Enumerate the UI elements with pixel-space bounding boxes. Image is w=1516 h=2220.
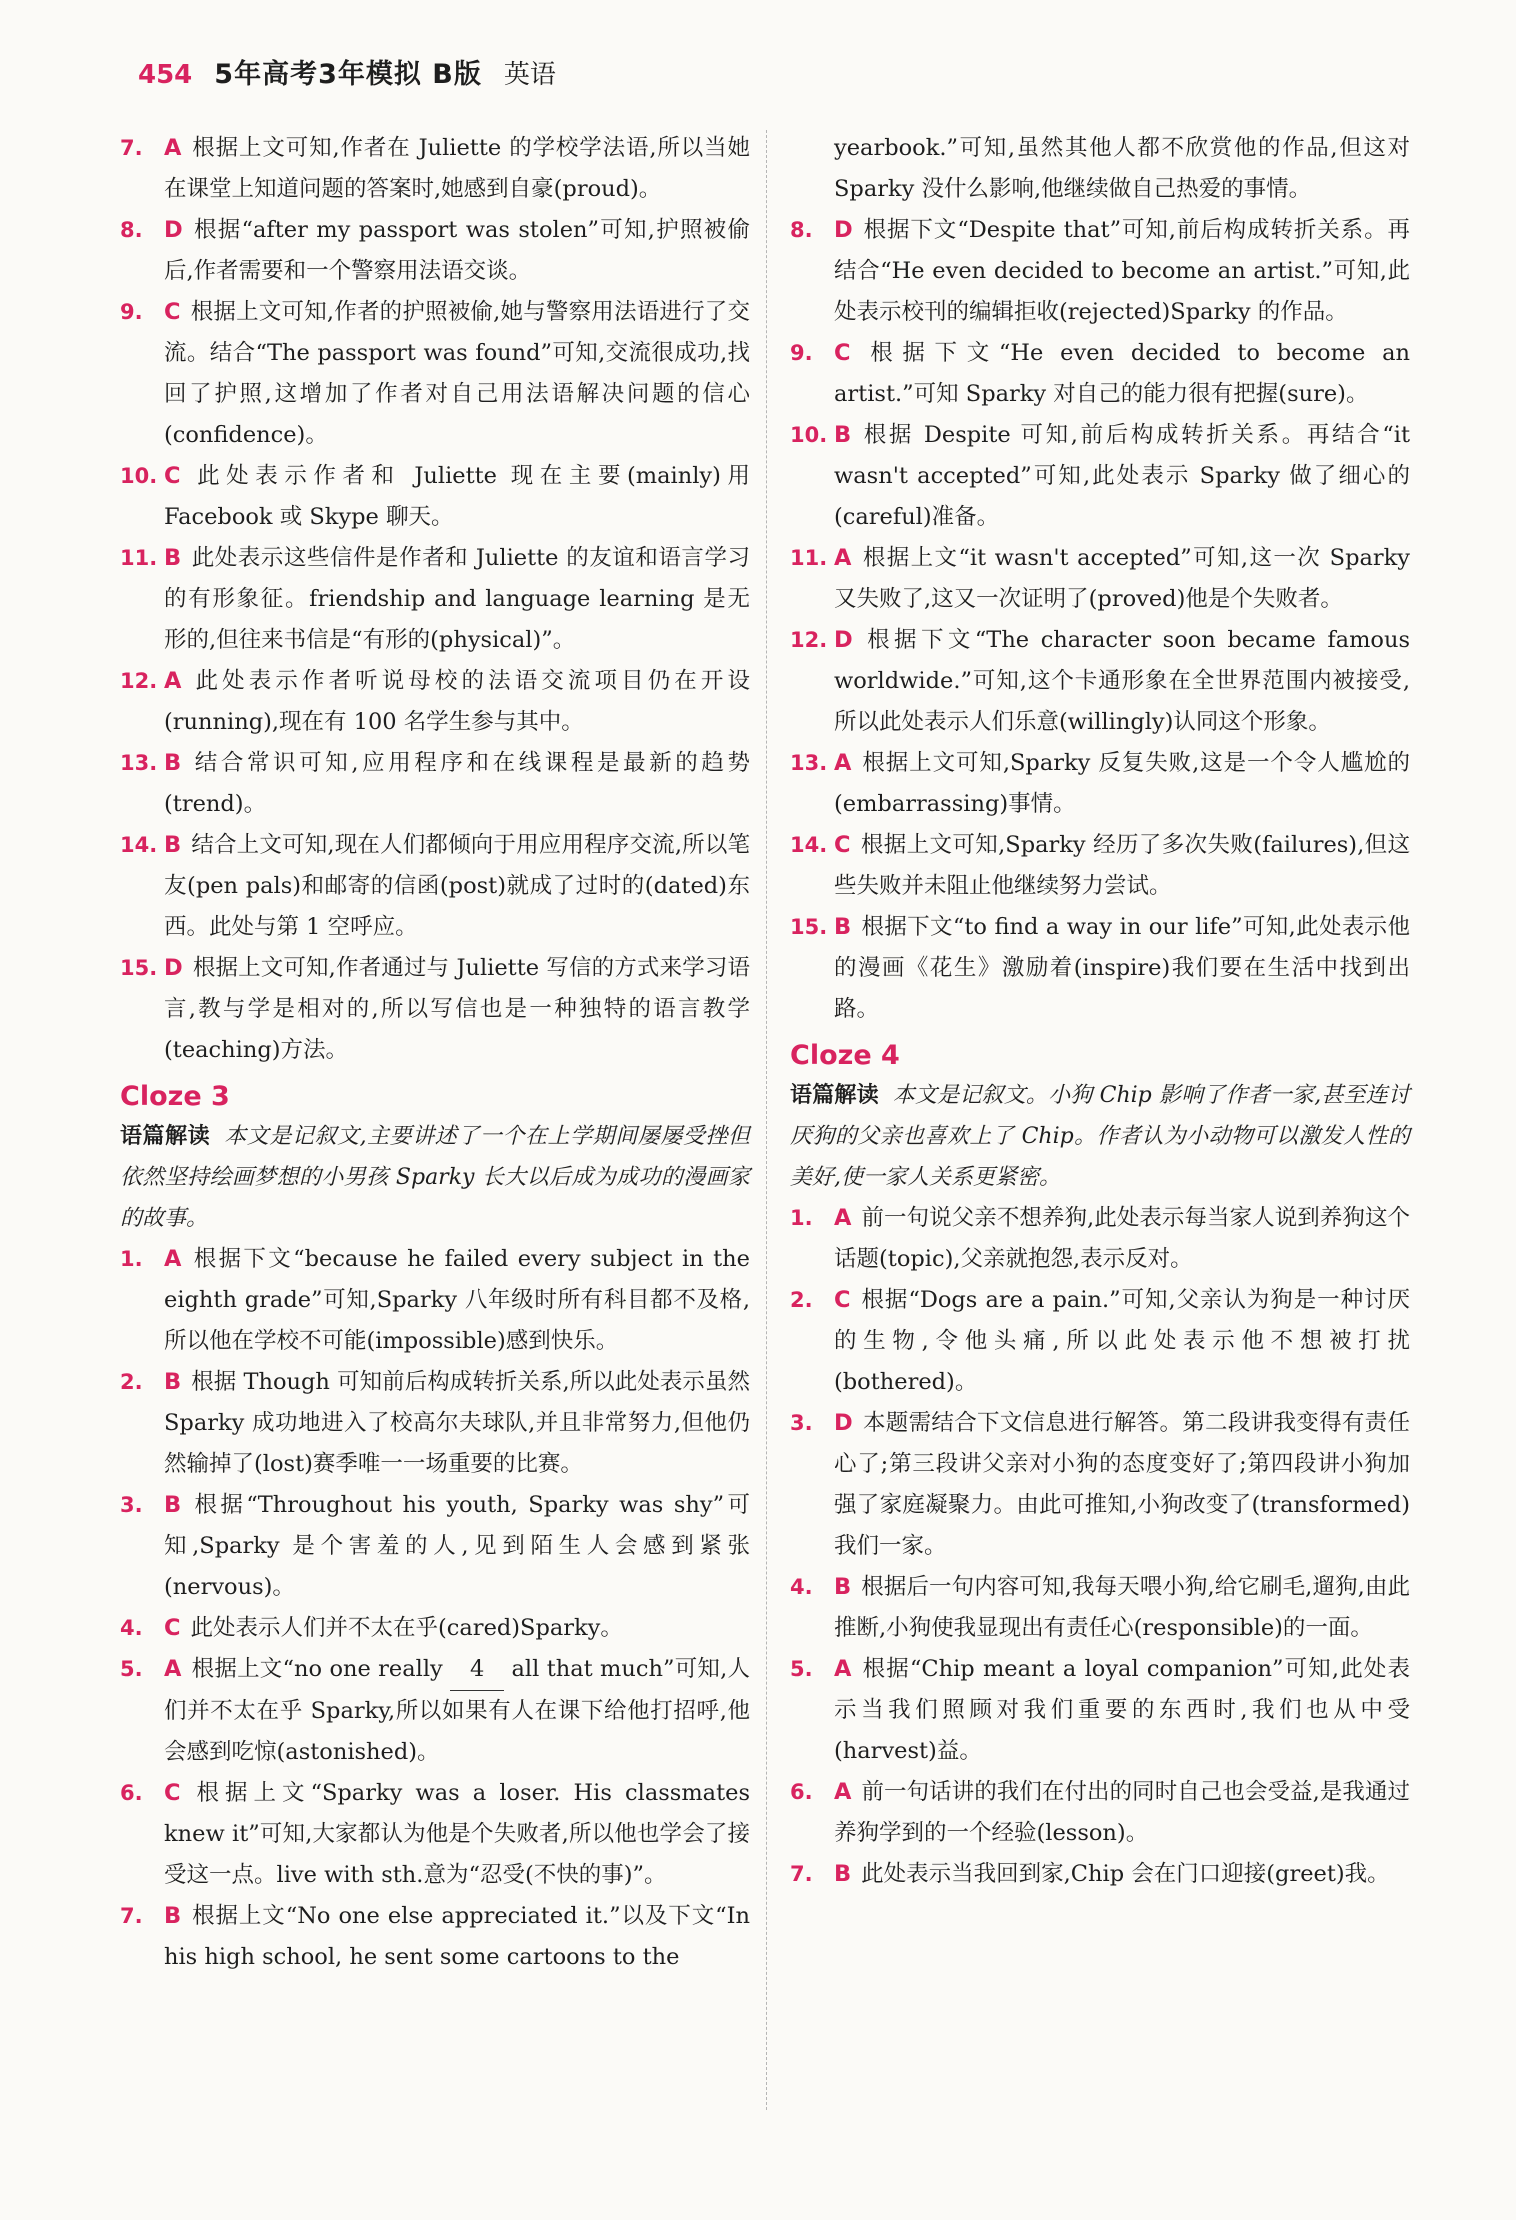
answer-letter: D xyxy=(834,217,853,243)
cloze4-intro xyxy=(790,1075,1410,1198)
question-number: 5. xyxy=(790,1657,813,1681)
question-number: 8. xyxy=(120,218,143,242)
answer-item xyxy=(120,1239,750,1362)
question-number: 10. xyxy=(790,423,828,447)
answer-letter: B xyxy=(834,1574,852,1600)
answer-item xyxy=(120,1773,750,1896)
answer-letter: B xyxy=(834,422,852,448)
column-divider xyxy=(766,130,767,2110)
answer-item xyxy=(120,825,750,948)
explanation-text: 根据“Dogs are a pain.”可知,父亲认为狗是一种讨厌的生物,令他头痛,所以此处表示他不想被打扰(bothered)。 xyxy=(834,1287,1410,1395)
explanation-text: 此处表示人们并不太在乎(cared)Sparky。 xyxy=(190,1615,623,1641)
answer-item xyxy=(790,210,1410,333)
answer-letter: C xyxy=(164,1780,181,1806)
answer-letter: A xyxy=(164,135,182,161)
explanation-text: 根据下文“He even decided to become an artist.”可知 Sparky 对自己的能力很有把握(sure)。 xyxy=(834,340,1410,407)
answer-item xyxy=(790,1198,1410,1280)
page-number: 454 xyxy=(138,60,193,90)
answer-letter: A xyxy=(834,1779,852,1805)
explanation-text: 根据“Chip meant a loyal companion”可知,此处表示当我们照顾对我们重要的东西时,我们也从中受(harvest)益。 xyxy=(834,1656,1410,1764)
answer-letter: C xyxy=(164,1615,181,1641)
question-number: 13. xyxy=(120,751,158,775)
answer-item xyxy=(790,825,1410,907)
answer-item xyxy=(790,1280,1410,1403)
right-column xyxy=(790,128,1410,1895)
answer-item xyxy=(790,1567,1410,1649)
explanation-text: 前一句说父亲不想养狗,此处表示每当家人说到养狗这个话题(topic),父亲就抱怨,表示反对。 xyxy=(834,1205,1410,1272)
question-number: 8. xyxy=(790,218,813,242)
answer-letter: D xyxy=(834,627,853,653)
question-number: 9. xyxy=(790,341,813,365)
question-number: 1. xyxy=(120,1247,143,1271)
cloze4-title: Cloze 4 xyxy=(790,1040,900,1071)
answer-letter: A xyxy=(164,1246,182,1272)
explanation-text: 此处表示作者听说母校的法语交流项目仍在开设(running),现在有 100 名学生参与其中。 xyxy=(164,668,750,735)
answer-letter: B xyxy=(164,750,182,776)
answer-item xyxy=(120,128,750,210)
question-number: 13. xyxy=(790,751,828,775)
answer-item xyxy=(120,456,750,538)
answer-item xyxy=(790,620,1410,743)
question-number: 7. xyxy=(120,136,143,160)
question-number: 7. xyxy=(120,1904,143,1928)
explanation-text: 结合常识可知,应用程序和在线课程是最新的趋势(trend)。 xyxy=(164,750,750,817)
explanation-text: 根据下文“to find a way in our life”可知,此处表示他的漫画《花生》激励着(inspire)我们要在生活中找到出路。 xyxy=(834,914,1410,1022)
answer-item xyxy=(790,743,1410,825)
answer-item xyxy=(120,948,750,1071)
explanation-text: 根据上文可知,Sparky 反复失败,这是一个令人尴尬的(embarrassing)事情。 xyxy=(834,750,1410,817)
explanation-text: 根据上文“No one else appreciated it.”以及下文“In his high school, he sent some cartoons to the xyxy=(164,1903,750,1970)
explanation-text: 根据下文“because he failed every subject in the eighth grade”可知,Sparky 八年级时所有科目都不及格,所以他在学校不可能(impossible)感到快乐。 xyxy=(164,1246,750,1354)
explanation-text: 根据 Though 可知前后构成转折关系,所以此处表示虽然 Sparky 成功地进入了校高尔夫球队,并且非常努力,但他仍然输掉了(lost)赛季唯一一场重要的比赛。 xyxy=(164,1369,750,1477)
answer-letter: C xyxy=(834,832,851,858)
explanation-text: 前一句话讲的我们在付出的同时自己也会受益,是我通过养狗学到的一个经验(lesson)。 xyxy=(834,1779,1410,1846)
cloze3-intro-text: 本文是记叙文,主要讲述了一个在上学期间屡屡受挫但依然坚持绘画梦想的小男孩 Sparky 长大以后成为成功的漫画家的故事。 xyxy=(120,1124,750,1231)
question-number: 6. xyxy=(790,1780,813,1804)
answer-letter: A xyxy=(164,1656,182,1682)
explanation-text: 根据上文“no one really xyxy=(191,1656,451,1682)
question-number: 11. xyxy=(790,546,828,570)
explanation-text: 本题需结合下文信息进行解答。第二段讲我变得有责任心了;第三段讲父亲对小狗的态度变好了;第四段讲小狗加强了家庭凝聚力。由此可推知,小狗改变了(transformed)我们一家。 xyxy=(834,1410,1410,1559)
answer-item xyxy=(120,538,750,661)
answer-item xyxy=(790,415,1410,538)
answer-item xyxy=(790,1403,1410,1567)
answer-letter: D xyxy=(834,1410,853,1436)
answer-item xyxy=(120,743,750,825)
question-number: 12. xyxy=(790,628,828,652)
answer-item xyxy=(120,292,750,456)
answer-letter: B xyxy=(164,1369,182,1395)
explanation-text: 根据 Despite 可知,前后构成转折关系。再结合“it wasn't accepted”可知,此处表示 Sparky 做了细心的(careful)准备。 xyxy=(834,422,1410,530)
question-number: 3. xyxy=(790,1411,813,1435)
explanation-text: 根据下文“Despite that”可知,前后构成转折关系。再结合“He even decided to become an artist.”可知,此处表示校刊的编辑拒收(rejected)Sparky 的作品。 xyxy=(834,217,1410,325)
question-number: 4. xyxy=(790,1575,813,1599)
question-number: 9. xyxy=(120,300,143,324)
answer-letter: C xyxy=(834,1287,851,1313)
answer-item xyxy=(790,128,1410,210)
question-number: 5. xyxy=(120,1657,143,1681)
page-header xyxy=(138,52,556,91)
answer-letter: D xyxy=(164,217,183,243)
question-number: 10. xyxy=(120,464,158,488)
explanation-text: yearbook.”可知,虽然其他人都不欣赏他的作品,但这对 Sparky 没什么影响,他继续做自己热爱的事情。 xyxy=(834,135,1410,202)
answer-letter: B xyxy=(164,1903,182,1929)
cloze2-answers-continued xyxy=(120,128,750,1071)
answer-item xyxy=(790,1772,1410,1854)
question-number: 3. xyxy=(120,1493,143,1517)
answer-letter: C xyxy=(164,463,181,489)
cloze4-intro-text: 本文是记叙文。小狗 Chip 影响了作者一家,甚至连讨厌狗的父亲也喜欢上了 Chip。作者认为小动物可以激发人性的美好,使一家人关系更紧密。 xyxy=(790,1083,1410,1190)
cloze4-intro-label: 语篇解读 xyxy=(790,1082,879,1108)
answer-item xyxy=(120,1362,750,1485)
explanation-text: 根据上文可知,Sparky 经历了多次失败(failures),但这些失败并未阻止他继续努力尝试。 xyxy=(834,832,1410,899)
answer-letter: C xyxy=(834,340,851,366)
question-number: 2. xyxy=(790,1288,813,1312)
question-number: 6. xyxy=(120,1781,143,1805)
answer-letter: A xyxy=(834,1205,852,1231)
answer-letter: B xyxy=(834,914,852,940)
cloze4-answers xyxy=(790,1198,1410,1895)
answer-item xyxy=(790,1649,1410,1772)
explanation-text: 根据“Throughout his youth, Sparky was shy”可知,Sparky 是个害羞的人,见到陌生人会感到紧张(nervous)。 xyxy=(164,1492,750,1600)
explanation-text: 根据上文“Sparky was a loser. His classmates knew it”可知,大家都认为他是个失败者,所以他也学会了接受这一点。live with sth.意为“忍受(不快的事)”。 xyxy=(164,1780,750,1888)
question-number: 14. xyxy=(120,833,158,857)
subject-label: 英语 xyxy=(503,60,556,90)
answer-item xyxy=(120,661,750,743)
answer-item xyxy=(790,333,1410,415)
answer-letter: B xyxy=(164,1492,182,1518)
answer-letter: A xyxy=(834,545,852,571)
question-number: 4. xyxy=(120,1616,143,1640)
cloze3-answers-continued xyxy=(790,128,1410,1030)
question-number: 1. xyxy=(790,1206,813,1230)
explanation-text: 根据上文“it wasn't accepted”可知,这一次 Sparky 又失败了,这又一次证明了(proved)他是个失败者。 xyxy=(834,545,1410,612)
cloze3-answers xyxy=(120,1239,750,1978)
answer-item xyxy=(790,907,1410,1030)
cloze3-title: Cloze 3 xyxy=(120,1081,230,1112)
question-number: 12. xyxy=(120,669,158,693)
answer-letter: C xyxy=(164,299,181,325)
answer-letter: D xyxy=(164,955,183,981)
question-number: 7. xyxy=(790,1862,813,1886)
answer-letter: B xyxy=(164,545,182,571)
explanation-text: 根据上文可知,作者通过与 Juliette 写信的方式来学习语言,教与学是相对的,所以写信也是一种独特的语言教学(teaching)方法。 xyxy=(164,955,750,1063)
answer-letter: A xyxy=(834,1656,852,1682)
explanation-text: 结合上文可知,现在人们都倾向于用应用程序交流,所以笔友(pen pals)和邮寄的信函(post)就成了过时的(dated)东西。此处与第 1 空呼应。 xyxy=(164,832,750,940)
book-title: 5年高考3年模拟 B版 xyxy=(214,59,482,90)
answer-letter: A xyxy=(834,750,852,776)
explanation-text: 根据后一句内容可知,我每天喂小狗,给它刷毛,遛狗,由此推断,小狗使我显现出有责任心(responsible)的一面。 xyxy=(834,1574,1410,1641)
answer-letter: A xyxy=(164,668,182,694)
answer-item xyxy=(120,1649,750,1773)
blank-number: 4 xyxy=(450,1649,504,1691)
answer-item xyxy=(790,538,1410,620)
explanation-text: 此处表示当我回到家,Chip 会在门口迎接(greet)我。 xyxy=(861,1861,1390,1887)
explanation-text: 此处表示这些信件是作者和 Juliette 的友谊和语言学习的有形象征。friendship and language learning 是无形的,但往来书信是“有形的(physical)”。 xyxy=(164,545,750,653)
explanation-text: 根据“after my passport was stolen”可知,护照被偷后,作者需要和一个警察用法语交谈。 xyxy=(164,217,750,284)
answer-item xyxy=(790,1854,1410,1895)
cloze3-intro-label: 语篇解读 xyxy=(120,1123,211,1149)
cloze3-intro xyxy=(120,1116,750,1239)
question-number: 14. xyxy=(790,833,828,857)
explanation-text: 根据上文可知,作者的护照被偷,她与警察用法语进行了交流。结合“The passport was found”可知,交流很成功,找回了护照,这增加了作者对自己用法语解决问题的信心(confidence)。 xyxy=(164,299,750,448)
answer-item xyxy=(120,210,750,292)
answer-letter: B xyxy=(834,1861,852,1887)
question-number: 15. xyxy=(120,956,158,980)
answer-item xyxy=(120,1485,750,1608)
answer-item xyxy=(120,1896,750,1978)
question-number: 11. xyxy=(120,546,158,570)
left-column xyxy=(120,128,750,1978)
answer-letter: B xyxy=(164,832,182,858)
question-number: 2. xyxy=(120,1370,143,1394)
explanation-text: 根据上文可知,作者在 Juliette 的学校学法语,所以当她在课堂上知道问题的答案时,她感到自豪(proud)。 xyxy=(164,135,750,202)
explanation-text: 此处表示作者和 Juliette 现在主要(mainly)用 Facebook 或 Skype 聊天。 xyxy=(164,463,750,530)
explanation-text: all that much”可知,人们并不太在乎 Sparky,所以如果有人在课下给他打招呼,他会感到吃惊(astonished)。 xyxy=(164,1656,751,1765)
question-number: 15. xyxy=(790,915,828,939)
answer-item xyxy=(120,1608,750,1649)
explanation-text: 根据下文“The character soon became famous worldwide.”可知,这个卡通形象在全世界范围内被接受,所以此处表示人们乐意(willingly)认同这个形象。 xyxy=(834,627,1410,735)
